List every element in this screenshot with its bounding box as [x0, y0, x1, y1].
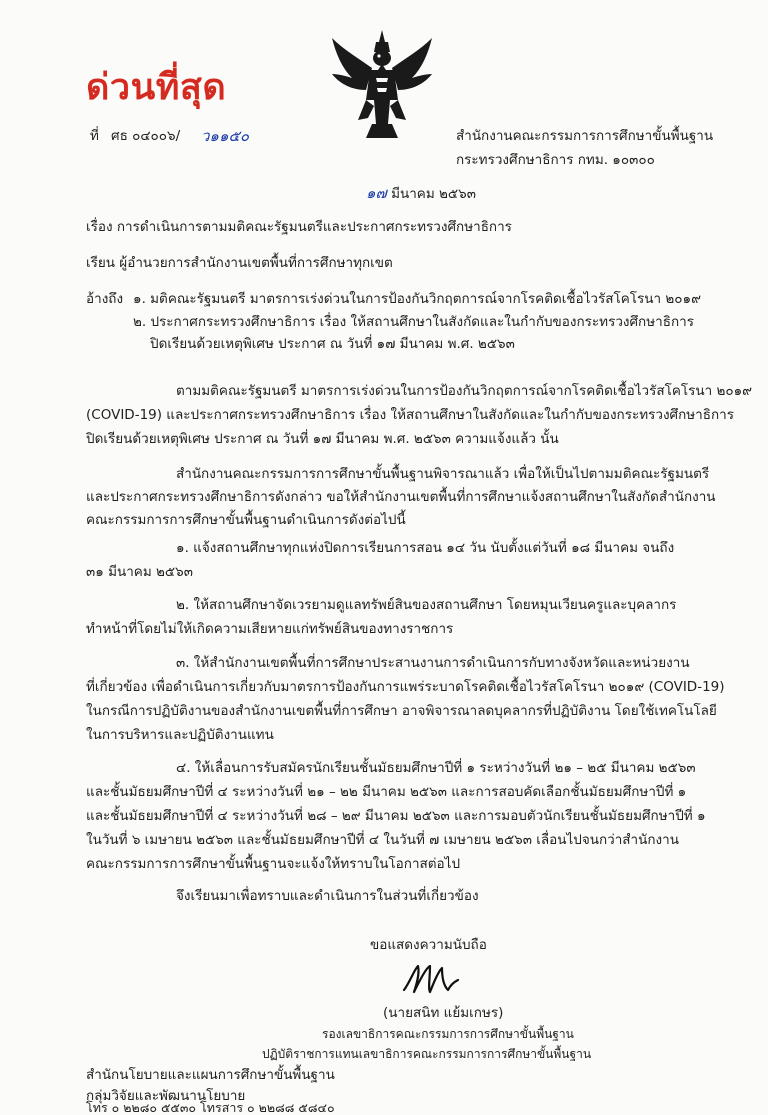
item-2-line-1: ๒. ให้สถานศึกษาจัดเวรยามดูแลทรัพย์สินของสถานศึกษา โดยหมุนเวียนครูและบุคลากร: [176, 597, 677, 613]
item-3-line-4: ในการบริหารและปฏิบัติงานแทน: [86, 727, 274, 743]
signer-position-1: รองเลขาธิการคณะกรรมการการศึกษาขั้นพื้นฐาน: [322, 1027, 574, 1041]
signer-name: (นายสนิท แย้มเกษร): [383, 1005, 504, 1021]
regards-line: ขอแสดงความนับถือ: [370, 937, 487, 953]
doc-number-label: ที่: [90, 128, 99, 144]
doc-number-handwritten: ว๑๑๕๐: [201, 127, 249, 145]
subject-line: เรื่อง การดำเนินการตามมติคณะรัฐมนตรีและประกาศกระทรวงศึกษาธิการ: [86, 219, 512, 235]
closing-sentence: จึงเรียนมาเพื่อทราบและดำเนินการในส่วนที่เกี่ยวข้อง: [176, 888, 479, 904]
item-1-line-2: ๓๑ มีนาคม ๒๕๖๓: [86, 564, 193, 580]
agency-address: กระทรวงศึกษาธิการ กทม. ๑๐๓๐๐: [456, 152, 655, 168]
paragraph-1-line-1: ตามมติคณะรัฐมนตรี มาตรการเร่งด่วนในการป้องกันวิกฤตการณ์จากโรคติดเชื้อไวรัสโคโรนา ๒๐๑๙: [176, 383, 753, 399]
date-month-year: มีนาคม ๒๕๖๓: [386, 186, 476, 202]
signer-position-2: ปฏิบัติราชการแทนเลขาธิการคณะกรรมการการศึกษาขั้นพื้นฐาน: [262, 1047, 592, 1061]
item-4-line-2: และชั้นมัธยมศึกษาปีที่ ๔ ระหว่างวันที่ ๒๑ – ๒๒ มีนาคม ๒๕๖๓ และการสอบคัดเลือกชั้นมัธยมศึกษาปีที่ ๑: [86, 784, 687, 800]
item-2-line-2: ทำหน้าที่โดยไม่ให้เกิดความเสียหายแก่ทรัพย์สินของทางราชการ: [86, 621, 454, 637]
agency-name: สำนักงานคณะกรรมการการศึกษาขั้นพื้นฐาน: [456, 128, 714, 144]
garuda-emblem-icon: [328, 28, 436, 140]
footer-contact: โทร ๐ ๒๒๘๐ ๕๕๓๐ โทรสาร ๐ ๒๒๘๘ ๕๘๔๐: [86, 1100, 335, 1115]
handwritten-signature-icon: [400, 960, 460, 1000]
reference-item-1: ๑. มติคณะรัฐมนตรี มาตรการเร่งด่วนในการป้องกันวิกฤตการณ์จากโรคติดเชื้อไวรัสโคโรนา ๒๐๑๙: [133, 291, 701, 307]
reference-label: อ้างถึง: [86, 291, 124, 307]
paragraph-1-line-2: (COVID-19) และประกาศกระทรวงศึกษาธิการ เรื่อง ให้สถานศึกษาในสังกัดและในกำกับของกระทรวงศึกษาธิการ: [86, 407, 734, 423]
paragraph-2-line-1: สำนักงานคณะกรรมการการศึกษาขั้นพื้นฐานพิจารณาแล้ว เพื่อให้เป็นไปตามมติคณะรัฐมนตรี: [176, 466, 710, 482]
reference-item-2: ๒. ประกาศกระทรวงศึกษาธิการ เรื่อง ให้สถานศึกษาในสังกัดและในกำกับของกระทรวงศึกษาธิการ: [133, 314, 694, 330]
footer-group: กลุ่มวิจัยและพัฒนานโยบาย: [86, 1088, 246, 1104]
item-4-line-5: คณะกรรมการการศึกษาขั้นพื้นฐานจะแจ้งให้ทราบในโอกาสต่อไป: [86, 856, 461, 872]
footer-office: สำนักนโยบายและแผนการศึกษาขั้นพื้นฐาน: [86, 1067, 335, 1083]
item-1-line-1: ๑. แจ้งสถานศึกษาทุกแห่งปิดการเรียนการสอน ๑๔ วัน นับตั้งแต่วันที่ ๑๘ มีนาคม จนถึง: [176, 540, 675, 556]
item-3-line-2: ที่เกี่ยวข้อง เพื่อดำเนินการเกี่ยวกับมาตรการป้องกันการแพร่ระบาดโรคติดเชื้อไวรัสโคโรนา ๒๐๑๙ (COVID-19): [86, 679, 725, 695]
item-3-line-3: ในกรณีการปฏิบัติงานของสำนักงานเขตพื้นที่การศึกษา อาจพิจารณาลดบุคลากรที่ปฏิบัติงาน โดยใช้เทคโนโลยี: [86, 703, 717, 719]
item-4-line-4: ในวันที่ ๖ เมษายน ๒๕๖๓ และชั้นมัธยมศึกษาปีที่ ๔ ในวันที่ ๗ เมษายน ๒๕๖๓ เลื่อนไปจนกว่าสำนักงาน: [86, 832, 679, 848]
urgency-stamp: ด่วนที่สุด: [86, 67, 227, 108]
paragraph-2-line-2: และประกาศกระทรวงศึกษาธิการดังกล่าว ขอให้สำนักงานเขตพื้นที่การศึกษาแจ้งสถานศึกษาในสังกัดสำนักงาน: [86, 489, 716, 505]
paragraph-2-line-3: คณะกรรมการการศึกษาขั้นพื้นฐานดำเนินการดังต่อไปนี้: [86, 512, 406, 528]
salutation-line: เรียน ผู้อำนวยการสำนักงานเขตพื้นที่การศึกษาทุกเขต: [86, 255, 393, 271]
paragraph-1-line-3: ปิดเรียนด้วยเหตุพิเศษ ประกาศ ณ วันที่ ๑๗ มีนาคม พ.ศ. ๒๕๖๓ ความแจ้งแล้ว นั้น: [86, 431, 559, 447]
reference-item-2-cont: ปิดเรียนด้วยเหตุพิเศษ ประกาศ ณ วันที่ ๑๗ มีนาคม พ.ศ. ๒๕๖๓: [150, 336, 515, 352]
date-day-handwritten: ๑๗: [366, 184, 387, 202]
item-4-line-3: และชั้นมัธยมศึกษาปีที่ ๔ ระหว่างวันที่ ๒๘ – ๒๙ มีนาคม ๒๕๖๓ และการมอบตัวนักเรียนชั้นมัธยมศึกษาปีที่ ๑: [86, 808, 706, 824]
item-3-line-1: ๓. ให้สำนักงานเขตพื้นที่การศึกษาประสานงานการดำเนินการกับทางจังหวัดและหน่วยงาน: [176, 655, 690, 671]
doc-number-prefix: ศธ ๐๔๐๐๖/: [111, 128, 181, 144]
letter-date: [366, 184, 476, 203]
item-4-line-1: ๔. ให้เลื่อนการรับสมัครนักเรียนชั้นมัธยมศึกษาปีที่ ๑ ระหว่างวันที่ ๒๑ – ๒๕ มีนาคม ๒๕๖๓: [176, 760, 696, 776]
